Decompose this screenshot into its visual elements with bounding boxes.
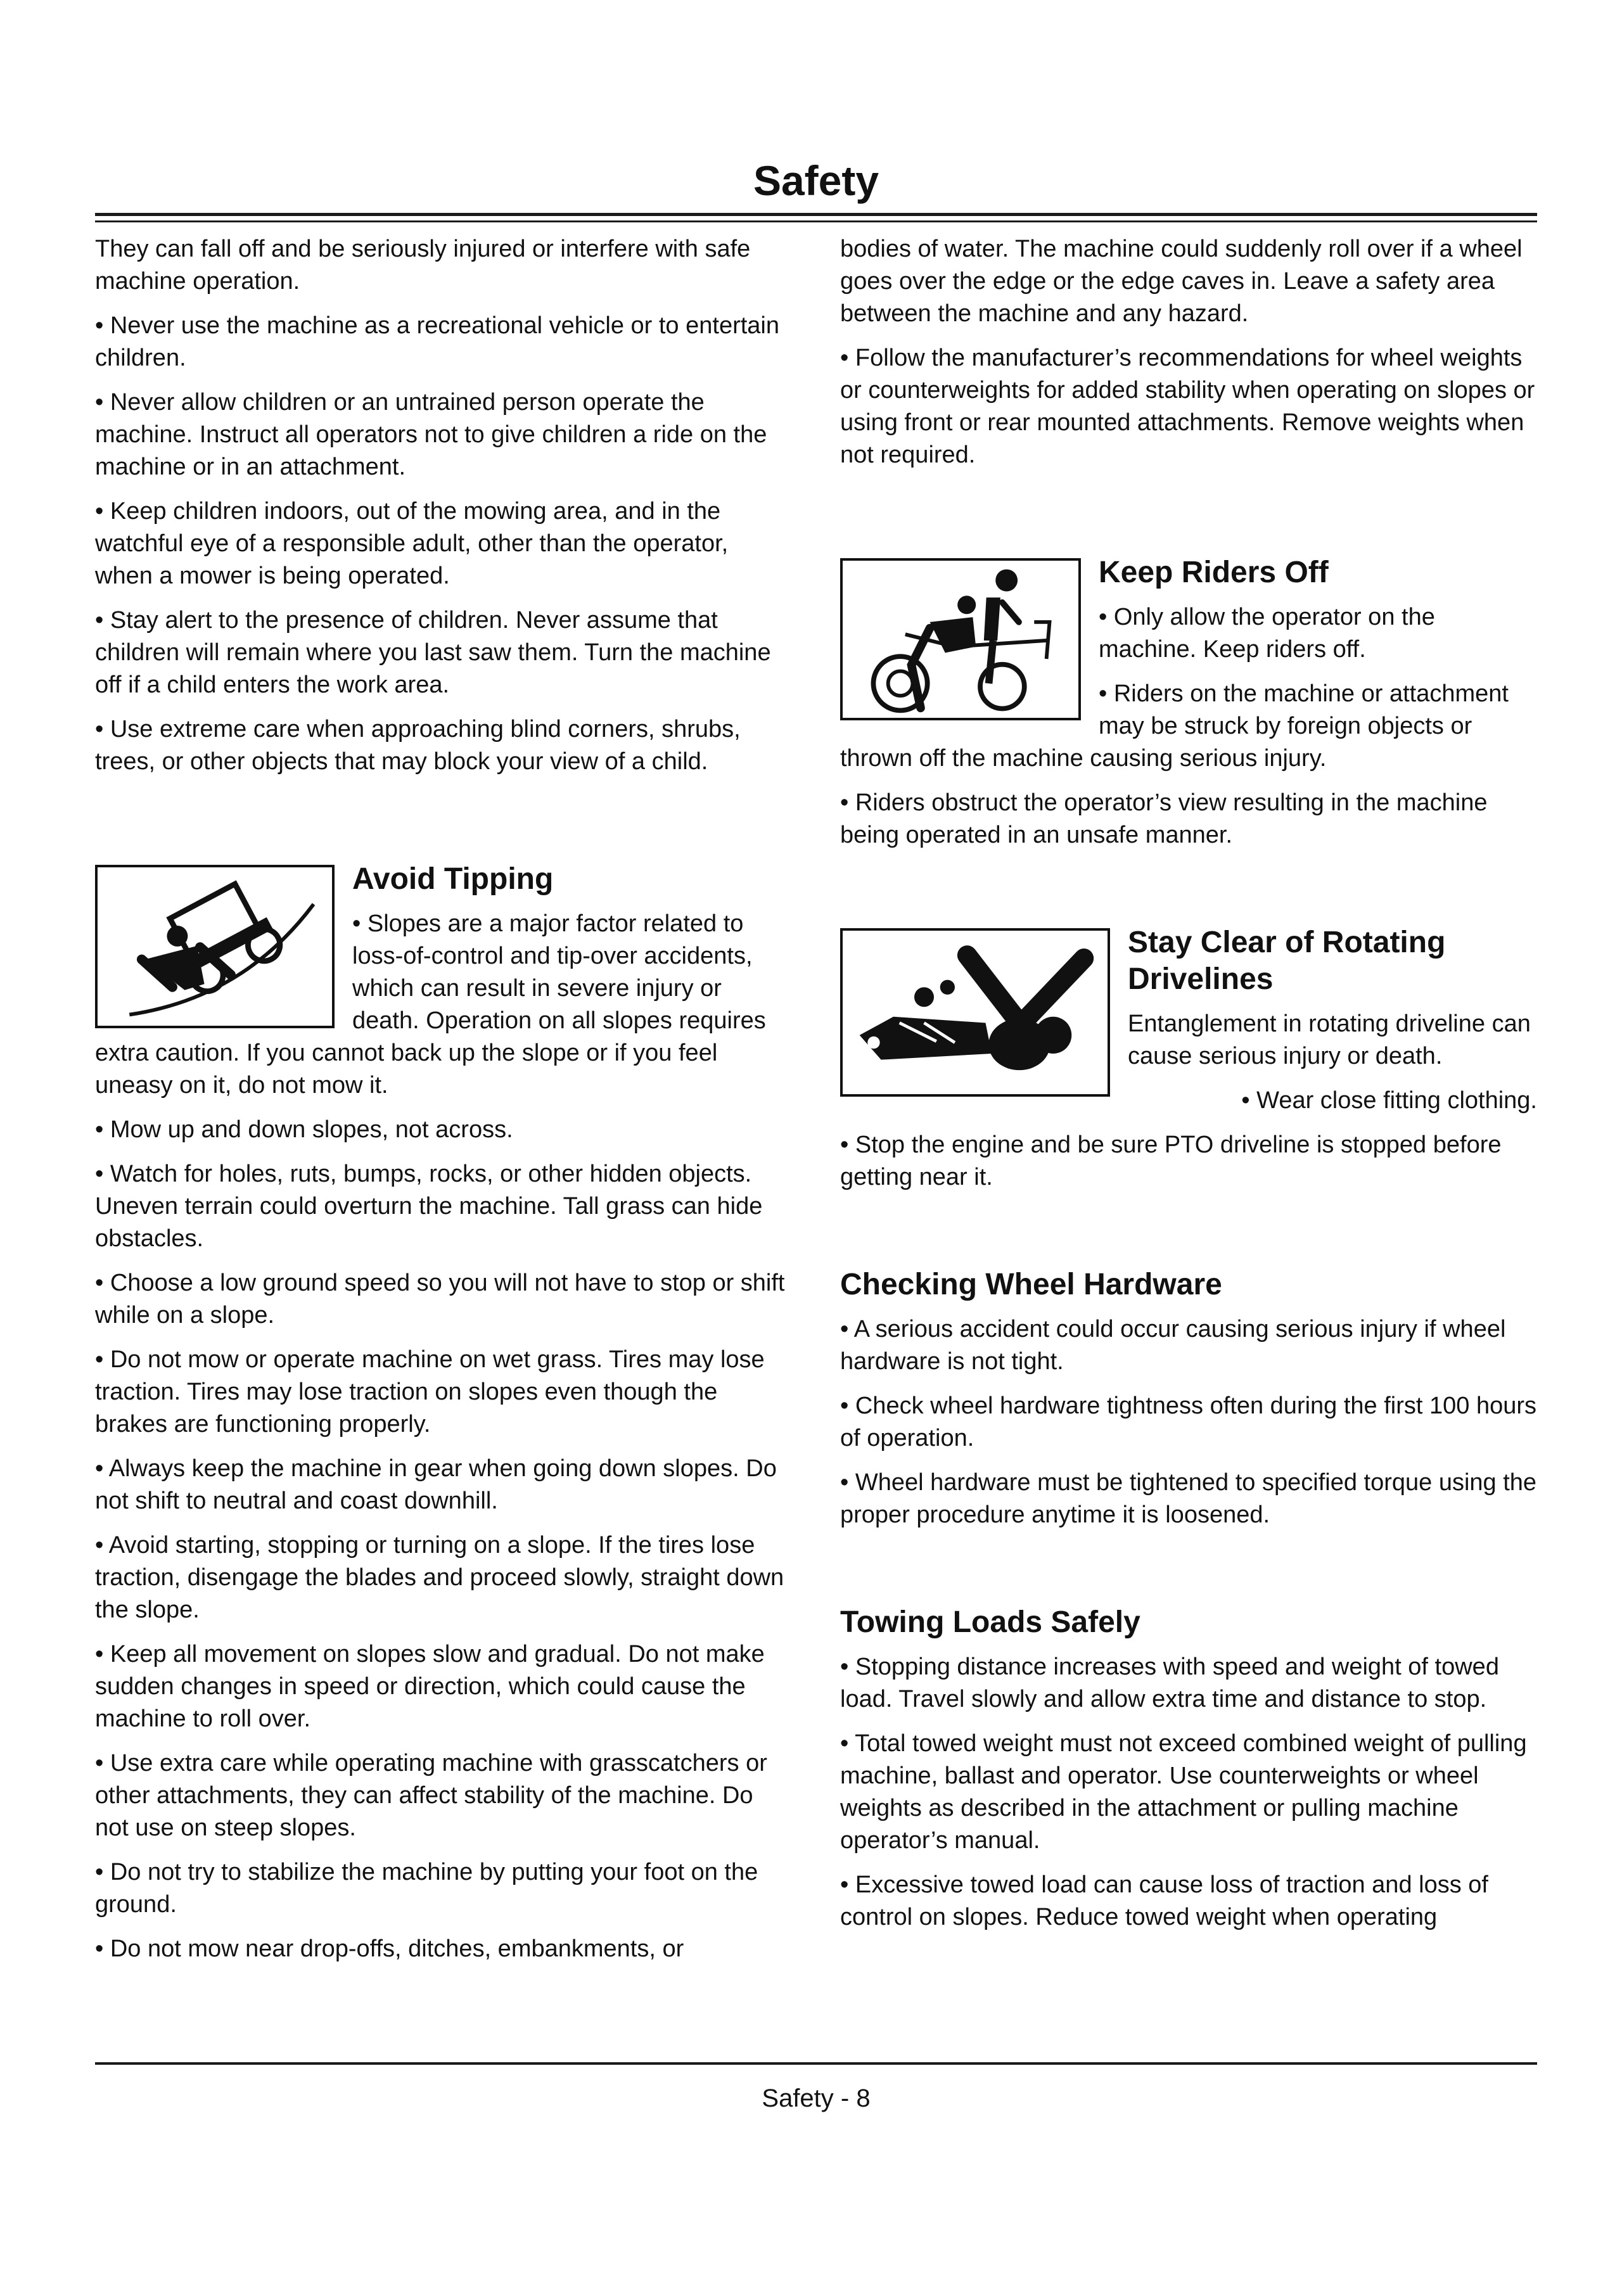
driveline-entanglement-icon <box>840 928 1110 1097</box>
section-heading: Stay Clear of Rotating Drivelines <box>1128 926 1446 996</box>
paragraph: They can fall off and be seriously injured or interfere with safe machine operation. <box>95 236 751 295</box>
paragraph: • Wear close fitting clothing. <box>1241 1087 1537 1114</box>
paragraph: • Do not try to stabilize the machine by putting your foot on the ground. <box>95 1859 758 1918</box>
paragraph: • Do not mow or operate machine on wet grass. Tires may lose traction. Tires may lose traction on slopes even though the brakes are functioning properly. <box>95 1346 765 1438</box>
paragraph: • Stop the engine and be sure PTO driveline is stopped before getting near it. <box>840 1132 1502 1190</box>
paragraph: • Choose a low ground speed so you will not have to stop or shift while on a slope. <box>95 1270 785 1329</box>
paragraph: • Keep all movement on slopes slow and gradual. Do not make sudden changes in speed or direction, which could cause the machine to roll over. <box>95 1641 765 1732</box>
paragraph: • Never use the machine as a recreational vehicle or to entertain children. <box>95 312 779 371</box>
paragraph: • Stopping distance increases with speed and weight of towed load. Travel slowly and allow extra time and distance to stop. <box>840 1654 1499 1712</box>
section-heading: Towing Loads Safely <box>840 1605 1140 1639</box>
paragraph: • Stay alert to the presence of children. Never assume that children will remain where you last saw them. Turn the machine off if a child enters the work area. <box>95 607 771 698</box>
left-column <box>95 233 792 2045</box>
paragraph: • Total towed weight must not exceed combined weight of pulling machine, ballast and operator. Use counterweights or wheel weights as described in the attachment or pulling machine operator’s manual. <box>840 1730 1527 1854</box>
tipping-hazard-icon <box>95 865 335 1028</box>
paragraph: • Avoid starting, stopping or turning on a slope. If the tires lose traction, disengage the blades and proceed slowly, straight down the slope. <box>95 1532 784 1623</box>
paragraph: • Wheel hardware must be tightened to specified torque using the proper procedure anytime it is loosened. <box>840 1469 1537 1528</box>
paragraph: • Slopes are a major factor related to loss-of-control and tip-over accidents, which can result in severe injury or death. Operation on all slopes requires extra caution. If you cannot back up the slope or if you feel uneasy on it, do not mow it. <box>95 910 766 1099</box>
keep-riders-off-section <box>840 554 1537 851</box>
paragraph: • Keep children indoors, out of the mowing area, and in the watchful eye of a responsible adult, other than the operator, when a mower is being operated. <box>95 498 729 589</box>
driveline-entanglement-graphic <box>843 931 1108 1094</box>
paragraph: • Use extreme care when approaching blind corners, shrubs, trees, or other objects that may block your view of a child. <box>95 716 741 775</box>
paragraph: • Check wheel hardware tightness often during the first 100 hours of operation. <box>840 1393 1537 1451</box>
no-riders-icon <box>840 558 1081 720</box>
paragraph: • Always keep the machine in gear when going down slopes. Do not shift to neutral and coast downhill. <box>95 1455 777 1514</box>
paragraph: • Watch for holes, ruts, bumps, rocks, or other hidden objects. Uneven terrain could overturn the machine. Tall grass can hide obstacles. <box>95 1161 763 1252</box>
paragraph: • Never allow children or an untrained person operate the machine. Instruct all operators not to give children a ride on the machine or in an attachment. <box>95 389 767 480</box>
page-footer: Safety - 8 <box>762 2084 871 2112</box>
paragraph: bodies of water. The machine could suddenly roll over if a wheel goes over the edge or the edge caves in. Leave a safety area between the machine and any hazard. <box>840 236 1523 327</box>
paragraph: • Excessive towed load can cause loss of traction and loss of control on slopes. Reduce towed weight when operating <box>840 1872 1488 1930</box>
right-column <box>840 233 1537 2045</box>
avoid-tipping-section <box>95 861 792 1965</box>
no-riders-graphic <box>843 561 1078 718</box>
paragraph: • Follow the manufacturer’s recommendations for wheel weights or counterweights for added stability when operating on slopes or using front or rear mounted attachments. Remove weights when not required. <box>840 345 1535 468</box>
towing-section <box>840 1604 1537 1934</box>
paragraph: • Riders on the machine or attachment may be struck by foreign objects or thrown off the machine causing serious injury. <box>840 680 1509 772</box>
paragraph: • Use extra care while operating machine with grasscatchers or other attachments, they can affect stability of the machine. Do not use on steep slopes. <box>95 1750 767 1841</box>
paragraph: • A serious accident could occur causing serious injury if wheel hardware is not tight. <box>840 1316 1506 1375</box>
section-heading: Checking Wheel Hardware <box>840 1268 1222 1301</box>
section-heading: Keep Riders Off <box>1099 556 1329 589</box>
tipping-hazard-graphic <box>98 867 332 1026</box>
header-rule <box>95 213 1537 216</box>
section-heading: Avoid Tipping <box>352 862 554 896</box>
wheel-hardware-section <box>840 1266 1537 1531</box>
paragraph: • Riders obstruct the operator’s view resulting in the machine being operated in an unsafe manner. <box>840 789 1488 848</box>
stay-clear-section <box>840 924 1537 1194</box>
paragraph: • Only allow the operator on the machine. Keep riders off. <box>1099 604 1435 663</box>
footer-rule <box>95 2062 1537 2065</box>
paragraph: • Do not mow near drop-offs, ditches, embankments, or <box>95 1936 684 1962</box>
paragraph: Entanglement in rotating driveline can cause serious injury or death. <box>1128 1011 1531 1069</box>
paragraph: • Mow up and down slopes, not across. <box>95 1116 513 1143</box>
header-rule-thin <box>95 220 1537 222</box>
page-title: Safety <box>753 157 879 204</box>
